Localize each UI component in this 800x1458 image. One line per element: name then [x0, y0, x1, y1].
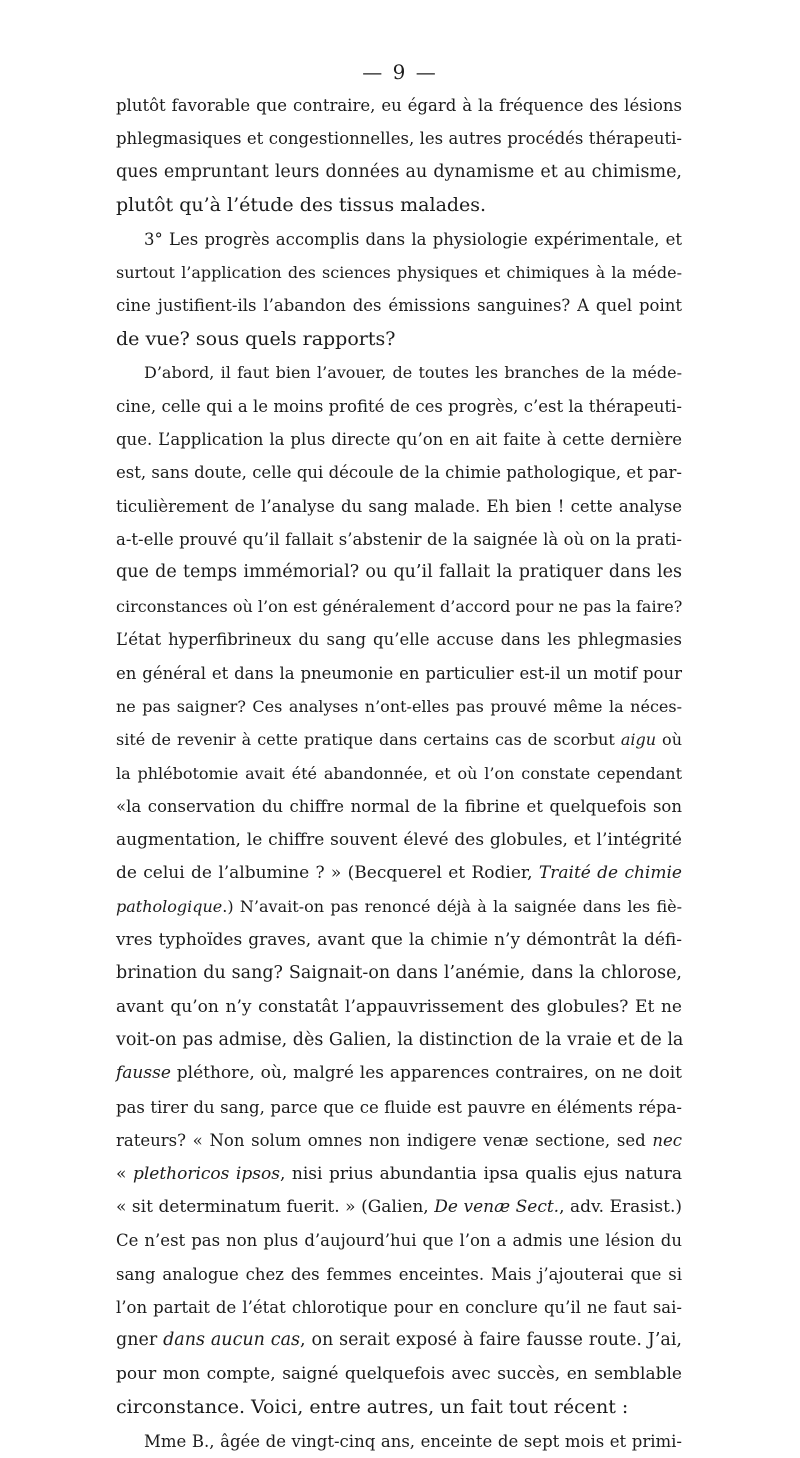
text-segment: « sit determinatum fuerit. » (Galien,	[116, 1196, 429, 1217]
text-line	[116, 356, 682, 389]
text-segment: plutôt favorable que contraire, eu égard à la fréquence des lésions	[116, 96, 682, 115]
text-segment: pas tirer du sang, parce que ce fluide est pauvre en éléments répa-	[116, 1097, 682, 1117]
text-segment: de vue? sous quels rapports?	[116, 327, 396, 350]
italic-segment: aigu	[620, 730, 657, 750]
text-line	[116, 122, 682, 155]
italic-segment: nec	[652, 1131, 683, 1151]
text-segment: surtout l’application des sciences physiques et chimiques à la méde-	[116, 262, 682, 282]
text-segment-after: , on serait exposé à faire fausse route. J’ai,	[300, 1330, 682, 1351]
text-line	[116, 723, 682, 756]
text-segment: plutôt qu’à l’étude des tissus malades.	[116, 194, 487, 217]
text-segment: pour mon compte, saigné quelquefois avec succès, en semblable	[116, 1363, 682, 1384]
text-segment: voit-on pas admise, dès Galien, la distinction de la vraie et de la	[116, 1029, 684, 1050]
text-line	[116, 156, 682, 189]
text-segment: augmentation, le chiffre souvent élevé des globules, et l’intégrité	[116, 829, 682, 850]
text-line	[116, 89, 682, 122]
text-segment: Mme B., âgée de vingt-cinq ans, enceinte de sept mois et primi-	[144, 1431, 682, 1451]
text-segment: vres typhoïdes graves, avant que la chimie n’y démontrât la défi-	[116, 929, 682, 950]
text-line	[116, 824, 682, 857]
page-number: — 9 —	[362, 60, 438, 84]
text-line	[116, 623, 682, 656]
text-line	[116, 1291, 682, 1324]
text-segment-after: , adv. Erasist.)	[559, 1196, 683, 1217]
text-line	[116, 390, 682, 423]
text-line	[116, 690, 682, 723]
text-line	[116, 289, 682, 322]
text-segment: «	[116, 1163, 127, 1184]
text-line	[116, 256, 682, 289]
text-segment-after: pléthore, où, malgré les apparences contraires, on ne doit	[170, 1063, 682, 1084]
text-line	[116, 924, 682, 957]
text-segment-after: où	[656, 730, 682, 750]
text-segment: l’on partait de l’état chlorotique pour en conclure qu’il ne faut sai-	[116, 1298, 682, 1318]
text-line	[116, 1124, 682, 1157]
text-segment: gner	[116, 1330, 158, 1351]
text-line	[116, 991, 682, 1024]
text-segment: que de temps immémorial? ou qu’il fallait la pratiquer dans les	[116, 562, 682, 583]
text-line	[116, 456, 682, 489]
text-line	[116, 1091, 682, 1124]
text-segment: circonstances où l’on est généralement d’accord pour ne pas la faire?	[116, 596, 683, 616]
italic-segment: fausse	[116, 1063, 171, 1084]
text-segment: 3° Les progrès accomplis dans la physiologie expérimentale, et	[144, 229, 682, 249]
text-segment: D’abord, il faut bien l’avouer, de toutes les branches de la méde-	[144, 363, 682, 383]
text-segment: rateurs? « Non solum omnes non indigere venæ sectione, sed	[116, 1131, 646, 1151]
italic-segment: pathologique	[116, 897, 223, 917]
text-line	[116, 1425, 682, 1458]
text-line	[116, 1358, 682, 1391]
text-line	[116, 857, 682, 890]
text-segment: brination du sang? Saignait-on dans l’anémie, dans la chlorose,	[116, 963, 682, 984]
text-segment: la phlébotomie avait été abandonnée, et où l’on constate cependant	[116, 763, 682, 783]
text-segment: sité de revenir à cette pratique dans certains cas de scorbut	[116, 730, 615, 750]
text-line	[116, 1258, 682, 1291]
text-line	[116, 790, 682, 823]
text-line	[116, 490, 682, 523]
italic-segment: Traité de chimie	[538, 862, 682, 883]
text-segment-after: .) N’avait-on pas renoncé déjà à la saignée dans les fiè-	[222, 897, 682, 917]
text-segment: cine, celle qui a le moins profité de ces progrès, c’est la thérapeuti-	[116, 396, 682, 416]
text-line	[116, 957, 682, 990]
italic-segment: De venæ Sect.	[434, 1196, 560, 1217]
text-line	[116, 1057, 682, 1090]
text-segment: cine justifient-ils l’abandon des émissions sanguines? A quel point	[116, 296, 682, 316]
text-line	[116, 423, 682, 456]
text-segment: en général et dans la pneumonie en particulier est-il un motif pour	[116, 663, 682, 683]
text-segment: que. L’application la plus directe qu’on en ait faite à cette dernière	[116, 429, 682, 449]
text-segment: de celui de l’albumine ? » (Becquerel et Rodier,	[116, 862, 533, 883]
text-line	[116, 757, 682, 790]
text-line	[116, 189, 682, 222]
text-line	[116, 223, 682, 256]
text-line	[116, 523, 682, 556]
text-segment: phlegmasiques et congestionnelles, les autres procédés thérapeuti-	[116, 129, 682, 149]
text-line	[116, 1191, 682, 1224]
text-segment: L’état hyperfibrineux du sang qu’elle accuse dans les phlegmasies	[116, 630, 682, 650]
text-line	[116, 1324, 682, 1357]
italic-segment: dans aucun cas	[163, 1330, 301, 1351]
text-line	[116, 1158, 682, 1191]
text-segment: est, sans doute, celle qui découle de la chimie pathologique, et par-	[116, 463, 682, 483]
text-segment: ne pas saigner? Ces analyses n’ont-elles pas prouvé même la néces-	[116, 697, 682, 717]
text-line	[116, 1024, 682, 1057]
text-line	[116, 890, 682, 923]
text-line	[116, 1391, 682, 1424]
text-segment: circonstance. Voici, entre autres, un fait tout récent :	[116, 1396, 629, 1419]
text-segment: ticulièrement de l’analyse du sang malade. Eh bien ! cette analyse	[116, 496, 682, 516]
text-segment: Ce n’est pas non plus d’aujourd’hui que l’on a admis une lésion du	[116, 1231, 682, 1251]
text-line	[116, 556, 682, 589]
text-segment: a-t-elle prouvé qu’il fallait s’abstenir de la saignée là où on la prati-	[116, 530, 682, 550]
text-segment: ques empruntant leurs données au dynamisme et au chimisme,	[116, 161, 682, 182]
text-line	[116, 657, 682, 690]
text-line	[116, 590, 682, 623]
text-line	[116, 1224, 682, 1257]
text-line	[116, 323, 682, 356]
text-segment-after: , nisi prius abundantia ipsa qualis ejus natura	[279, 1163, 682, 1184]
text-segment: «la conservation du chiffre normal de la fibrine et quelquefois son	[116, 797, 682, 817]
body-text	[116, 89, 682, 1458]
text-segment: avant qu’on n’y constatât l’appauvrissement des globules? Et ne	[116, 996, 682, 1017]
text-segment: sang analogue chez des femmes enceintes. Mais j’ajouterai que si	[116, 1264, 682, 1284]
italic-segment: plethoricos ipsos	[132, 1163, 280, 1184]
